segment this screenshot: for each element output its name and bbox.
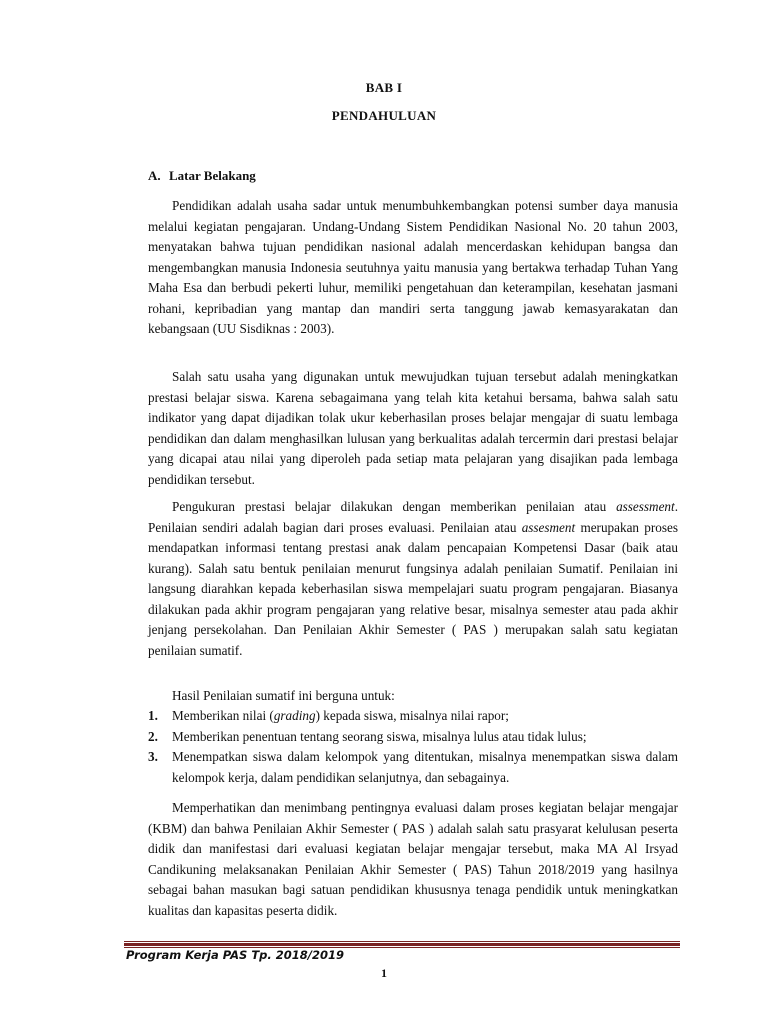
footer-label: Program Kerja PAS Tp. 2018/2019: [126, 948, 344, 962]
term-assessment: assessment: [616, 499, 675, 514]
list-item: [148, 727, 678, 748]
paragraph-3-part-b: . Penilaian sendiri adalah bagian dari proses evaluasi. Penilaian atau: [148, 499, 678, 535]
list-emphasis: grading: [273, 708, 316, 723]
page-number: 1: [381, 966, 387, 980]
list-number: 3.: [148, 749, 158, 764]
paragraph-4: Hasil Penilaian sumatif ini berguna untuk:: [172, 688, 395, 703]
paragraph-1: Pendidikan adalah usaha sadar untuk menumbuhkembangkan potensi sumber daya manusia melalui kegiatan pengajaran. Undang-Undang Sistem Pendidikan Nasional No. 20 tahun 2003, menyatakan bahwa tujuan pendidikan nasional adalah mencerdaskan kehidupan bangsa dan mengembangkan manusia Indonesia seutuhnya yaitu manusia yang bertakwa terhadap Tuhan Yang Maha Esa dan berbudi pekerti luhur, memiliki pengetahuan dan keterampilan, kesehatan jasmani rohani, kepribadian yang mantap dan mandiri serta tanggung jawab kemasyarakatan dan kebangsaan (UU Sisdiknas : 2003).: [148, 198, 678, 336]
footer-divider: [124, 941, 680, 948]
list-item: [148, 747, 678, 788]
numbered-list: [148, 706, 678, 788]
list-text: Memberikan penentuan tentang seorang siswa, misalnya lulus atau tidak lulus;: [172, 728, 587, 744]
term-assesment: assesment: [521, 519, 576, 535]
chapter-heading: BAB I: [365, 80, 403, 95]
section-title-text: Latar Belakang: [169, 168, 256, 183]
paragraph-3-part-c: merupakan proses mendapatkan informasi tentang prestasi anak dalam pencapaian Kompetensi Dasar (baik atau kurang). Salah satu bentuk penilaian menurut fungsinya adalah penilaian Sumatif. Penilaian ini langsung diarahkan kepada keberhasilan siswa mempelajari suatu program pengajaran. Biasanya dilakukan pada akhir program pengajaran yang relative besar, misalnya semester atau pada akhir jenjang persekolahan. Dan Penilaian Akhir Semester ( PAS ) merupakan salah satu kegiatan penilaian sumatif.: [148, 519, 678, 658]
list-number: 2.: [148, 728, 158, 744]
paragraph-5: Memperhatikan dan menimbang pentingnya evaluasi dalam proses kegiatan belajar mengajar (KBM) dan bahwa Penilaian Akhir Semester ( PAS ) adalah salah satu prasyarat kelulusan peserta didik dan manifestasi dari evaluasi kegiatan belajar mengajar tersebut, maka MA Al Irsyad Candikuning melaksanakan Penilaian Akhir Semester ( PAS) Tahun 2018/2019 yang hasilnya sebagai bahan masukan bagi satuan pendidikan khususnya tenaga pendidik untuk meningkatkan kualitas dan kapasitas peserta didik.: [148, 800, 678, 918]
paragraph-3: [148, 497, 678, 661]
list-text-after: ) kepada siswa, misalnya nilai rapor;: [315, 708, 509, 723]
paragraph-2: Salah satu usaha yang digunakan untuk mewujudkan tujuan tersebut adalah meningkatkan prestasi belajar siswa. Karena sebagaimana yang telah kita ketahui bersama, bahwa salah satu indikator yang dapat dijadikan tolak ukur keberhasilan proses belajar mengajar di suatu lembaga pendidikan dan dalam menghasilkan lulusan yang berkualitas adalah tercermin dari prestasi belajar yang dicapai atau nilai yang diperoleh pada setiap mata pelajaran yang disajikan pada lembaga pendidikan tersebut.: [148, 369, 678, 487]
list-text: Memberikan nilai (: [172, 708, 274, 723]
section-heading: [148, 168, 256, 184]
list-number: 1.: [148, 708, 158, 723]
list-item: [148, 706, 678, 727]
chapter-title: PENDAHULUAN: [331, 108, 437, 123]
section-letter: A.: [148, 168, 161, 183]
paragraph-3-part-a: Pengukuran prestasi belajar dilakukan dengan memberikan penilaian atau: [172, 499, 617, 514]
list-text: Menempatkan siswa dalam kelompok yang ditentukan, misalnya menempatkan siswa dalam kelompok kerja, dalam pendidikan selanjutnya, dan sebagainya.: [172, 749, 678, 785]
